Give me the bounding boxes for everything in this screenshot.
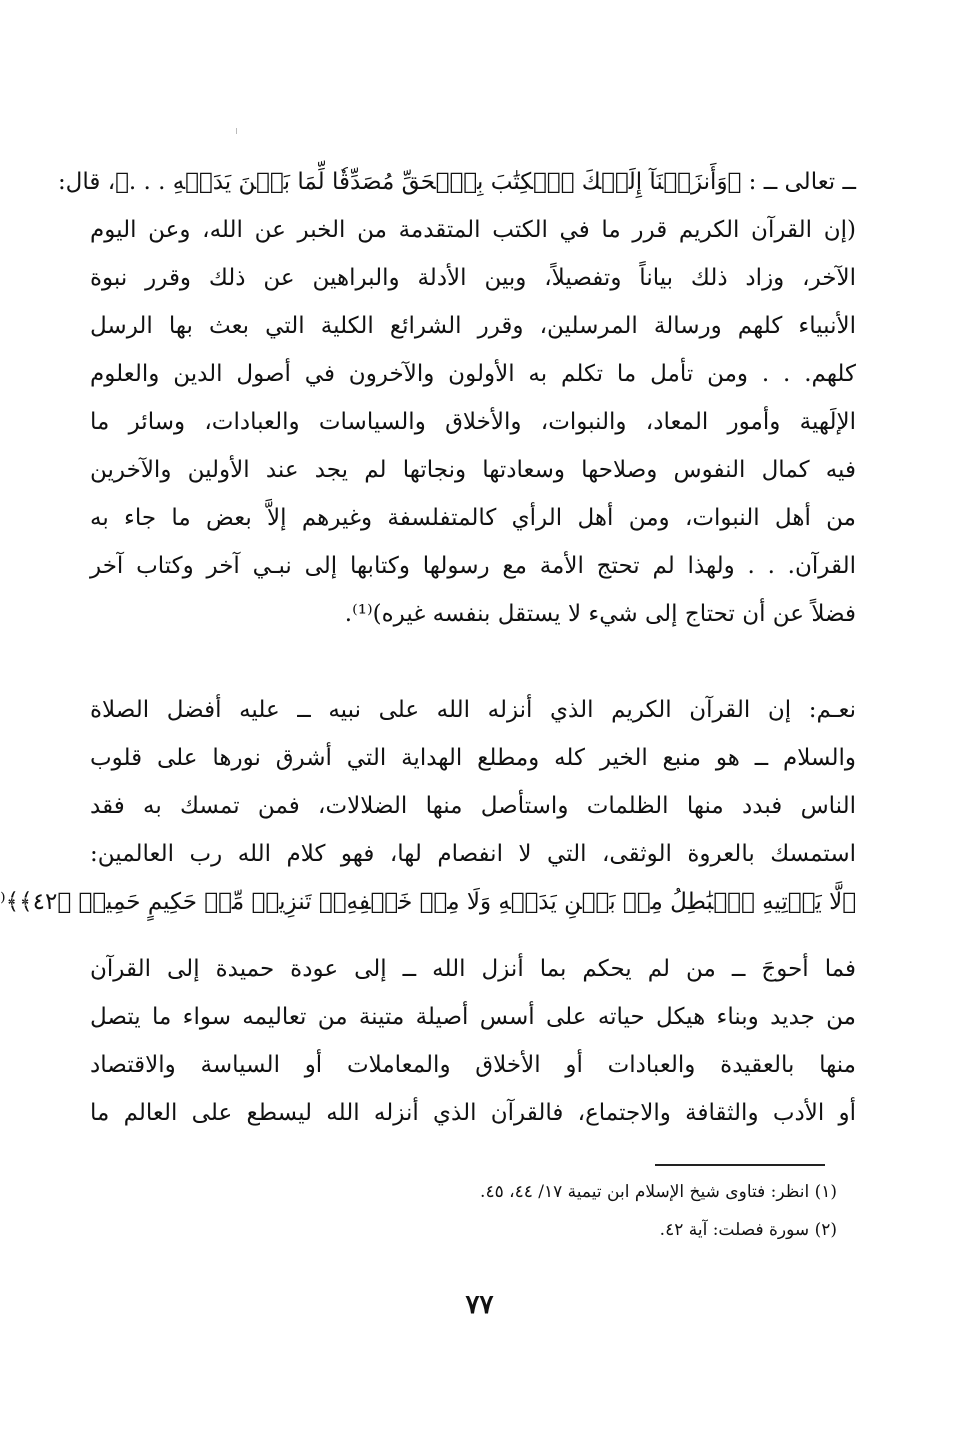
footnote-2: (٢) سورة فصلت: آية ٤٢. bbox=[659, 1220, 837, 1240]
paragraph-return-to-quran bbox=[90, 945, 856, 1137]
quran-verse-line: ﴿لَّا يَأۡتِيهِ ٱلۡبَٰطِلُ مِنۢ بَيۡنِ يَدَيۡهِ وَلَا مِنۡ خَلۡفِهِۦۖ تَنزِيلٞ مِّنۡ حَكِيمٍ حَمِيدٖ ﴿٤٢﴾﴾⁽ bbox=[0, 889, 856, 915]
text-line: أو الأدب والثقافة والاجتماع، فالقرآن الذي أنزله الله ليسطع على العالم ما bbox=[90, 1100, 856, 1126]
text-line: فضلاً عن أن تحتاج إلى شيء لا يستقل بنفسه غيره)⁽¹⁾. bbox=[344, 601, 856, 627]
text-line: الآخر، وزاد ذلك بياناً وتفصيلاً، وبين الأدلة والبراهين عن ذلك وقرر نبوة bbox=[90, 265, 856, 291]
text-line: من جديد وبناء هيكل حياته على أسس أصيلة متينة من تعاليمه سواء ما يتصل bbox=[90, 1004, 856, 1030]
text-line: من أهل النبوات، ومن أهل الرأي كالمتفلسفة وغيرهم إلاَّ بعض ما جاء به bbox=[90, 505, 856, 531]
text-line: ــ تعالى ــ : ﴿وَأَنزَلۡنَآ إِلَيۡكَ ٱلۡكِتَٰبَ بِٱلۡحَقِّ مُصَدِّقٗا لِّمَا بَيۡنَ يَدَيۡهِ . . .﴾، قال: bbox=[57, 169, 856, 195]
text-line: نعـم: إن القرآن الكريم الذي أنزله الله على نبيه ــ عليه أفضل الصلاة bbox=[90, 697, 856, 723]
text-line: فيه كمال النفوس وصلاحها وسعادتها ونجاتها لم يجد عند الأولين والآخرين bbox=[90, 457, 856, 483]
text-line: القرآن. . . ولهذا لم تحتج الأمة مع رسولها وكتابها إلى نبـي آخر وكتاب آخر bbox=[90, 553, 856, 579]
text-line: (إن القرآن الكريم قرر ما في الكتب المتقدمة من الخبر عن الله، وعن اليوم bbox=[90, 217, 856, 243]
footnote-divider bbox=[655, 1164, 825, 1166]
scan-mark bbox=[236, 128, 237, 134]
text-line: فما أحوجَ ــ من لم يحكم بما أنزل الله ــ إلى عودة حميدة إلى القرآن bbox=[90, 956, 856, 982]
paragraph-quote-ibn-taymiyya bbox=[57, 158, 856, 638]
text-line: الأنبياء كلهم ورسالة المرسلين، وقرر الشرائع الكلية التي بعث بها الرسل bbox=[90, 313, 856, 339]
text-line: والسلام ــ هو منبع الخير كله ومطلع الهداية التي أشرق نورها على قلوب bbox=[90, 745, 856, 771]
text-line: كلهم. . . ومن تأمل ما تكلم به الأولون والآخرون في أصول الدين والعلوم bbox=[90, 361, 856, 387]
text-line: منها بالعقيدة والعبادات أو الأخلاق والمعاملات أو السياسة والاقتصاد bbox=[90, 1052, 856, 1078]
paragraph-quran-guidance bbox=[0, 686, 856, 926]
footnote-1: (١) انظر: فتاوى شيخ الإسلام ابن تيمية ١٧/ ٤٤، ٤٥. bbox=[480, 1182, 837, 1202]
page-number: ٧٧ bbox=[465, 1290, 494, 1320]
text-line: الإلَهية وأمور المعاد، والنبوات، والأخلاق والسياسات والعبادات، وسائر ما bbox=[90, 409, 856, 435]
text-line: استمسك بالعروة الوثقى، التي لا انفصام لها، فهو كلام الله رب العالمين: bbox=[90, 841, 856, 867]
text-line: الناس فبدد منها الظلمات واستأصل منها الضلالات، فمن تمسك به فقد bbox=[90, 793, 856, 819]
